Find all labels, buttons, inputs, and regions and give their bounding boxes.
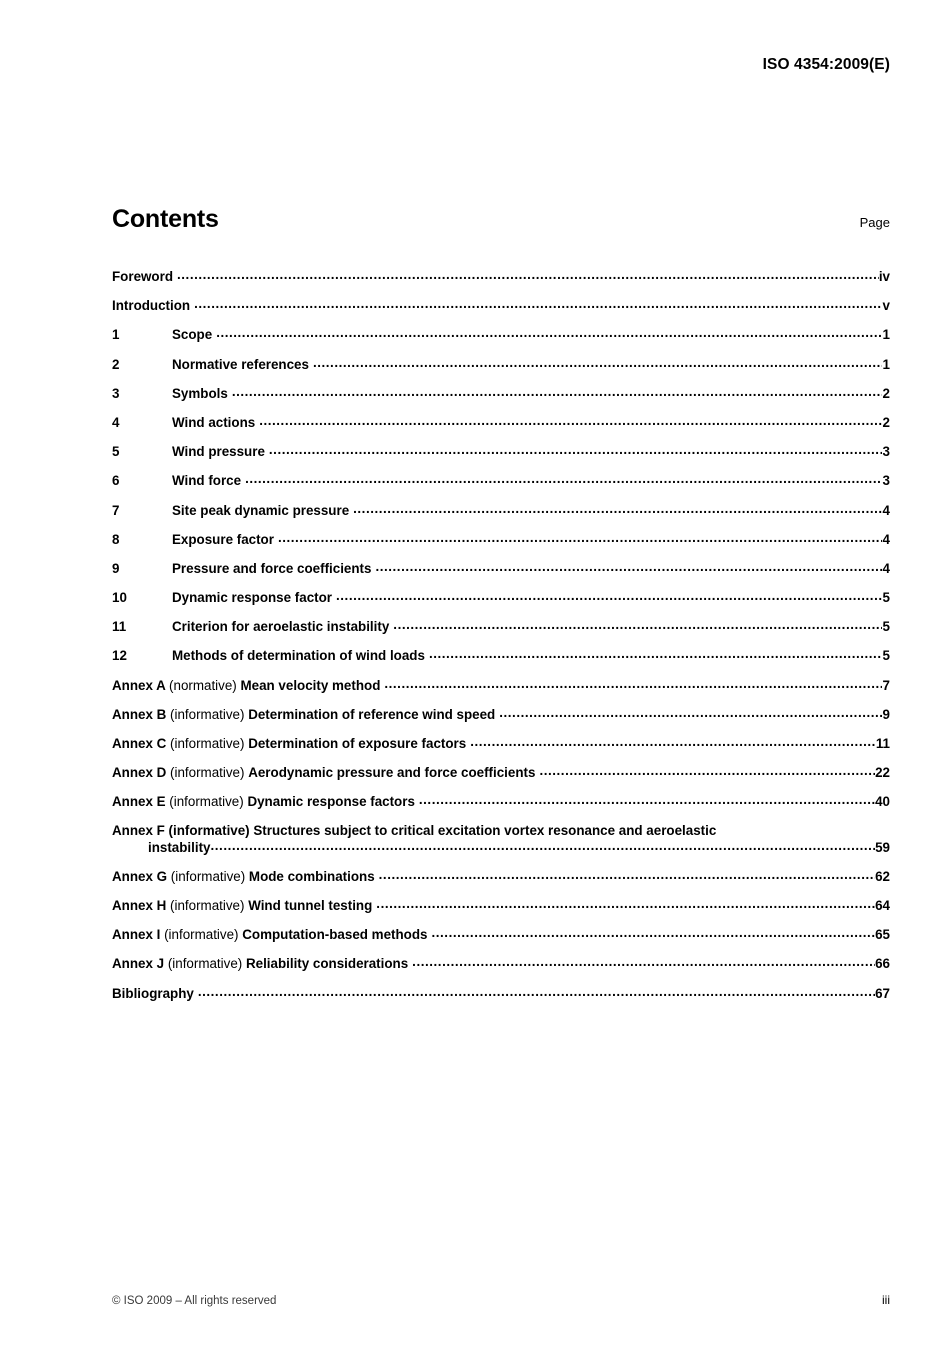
- toc-entry-title-continued: instability: [148, 839, 211, 855]
- toc-entry[interactable]: [112, 531, 890, 548]
- toc-annex-kind: (informative): [170, 868, 249, 884]
- toc-entry-title: Exposure factor: [172, 531, 274, 547]
- toc-page-number: v: [882, 298, 890, 314]
- toc-entry[interactable]: [112, 868, 890, 885]
- toc-entry-title: Dynamic response factors: [247, 794, 415, 810]
- toc-annex-label: Annex D: [112, 765, 171, 781]
- toc-entry[interactable]: [112, 414, 890, 431]
- leader-dots: [376, 897, 875, 910]
- toc-page-number: 62: [875, 868, 890, 884]
- toc-clause-number: 11: [112, 619, 127, 635]
- toc-entry-title: Determination of exposure factors: [248, 736, 467, 751]
- toc-entry[interactable]: [112, 823, 890, 856]
- toc-annex-kind: (informative): [164, 927, 243, 943]
- toc-annex-label: Annex F: [112, 822, 169, 838]
- toc-entry[interactable]: [112, 764, 890, 781]
- leader-dots: [194, 297, 882, 310]
- toc-annex-label: Annex J: [112, 956, 168, 972]
- page-folio: iii: [882, 1293, 890, 1307]
- toc-entry-title: Dynamic response factor: [172, 590, 333, 606]
- toc-clause-number: 7: [112, 502, 120, 518]
- toc-clause-number: 1: [112, 327, 120, 343]
- toc-annex-kind: (informative): [169, 794, 248, 810]
- toc-entry-title: Structures subject to critical excitation vortex resonance and aeroelastic: [253, 822, 717, 838]
- toc-entry-title: Determination of reference wind speed: [248, 706, 496, 722]
- toc-entry-label: [112, 927, 431, 943]
- toc-annex-label: Annex C: [112, 736, 171, 751]
- leader-dots: [379, 868, 875, 881]
- leader-dots: [419, 793, 875, 806]
- toc-annex-label: Annex A: [112, 677, 170, 693]
- table-of-contents: [112, 268, 890, 1014]
- toc-entry[interactable]: [112, 560, 890, 577]
- leader-dots: [336, 589, 882, 602]
- leader-dots: [412, 955, 875, 968]
- toc-entry[interactable]: [112, 618, 890, 635]
- leader-dots: [198, 985, 875, 998]
- toc-annex-kind: (informative): [168, 822, 254, 838]
- toc-page-number: 3: [882, 473, 890, 489]
- toc-entry-title: Scope: [172, 327, 213, 343]
- toc-entry-title: Reliability considerations: [245, 956, 409, 972]
- leader-dots: [375, 560, 882, 573]
- contents-title-row: [112, 205, 890, 234]
- toc-entry-line-continued: [112, 839, 890, 856]
- toc-entry[interactable]: [112, 677, 890, 694]
- toc-entry[interactable]: [112, 589, 890, 606]
- toc-annex-kind: (informative): [170, 897, 249, 913]
- toc-entry[interactable]: [112, 326, 890, 343]
- toc-page-number: 40: [875, 794, 890, 810]
- toc-entry-label: [112, 869, 379, 885]
- toc-clause-number: 3: [112, 385, 120, 401]
- toc-annex-label: Annex I: [112, 927, 165, 943]
- leader-dots: [353, 502, 882, 515]
- toc-entry-title: Wind force: [172, 473, 242, 489]
- leader-dots: [269, 443, 882, 456]
- toc-entry-title: Normative references: [172, 356, 309, 372]
- toc-entry-line-primary: [112, 823, 890, 839]
- toc-annex-label: Annex E: [112, 794, 170, 810]
- toc-entry[interactable]: [112, 955, 890, 972]
- toc-entry-title: Symbols: [172, 385, 228, 401]
- toc-entry[interactable]: [112, 735, 890, 752]
- toc-entry[interactable]: [112, 985, 890, 1002]
- leader-dots: [278, 531, 882, 544]
- leader-dots: [216, 326, 882, 339]
- toc-entry-title: Foreword: [112, 269, 174, 284]
- toc-page-number: 5: [882, 590, 890, 606]
- toc-annex-kind: (informative): [170, 736, 249, 751]
- toc-clause-number: 8: [112, 531, 120, 547]
- toc-entry[interactable]: [112, 793, 890, 810]
- toc-page-number: 5: [882, 619, 890, 635]
- toc-entry-title: Introduction: [112, 298, 191, 314]
- leader-dots: [211, 839, 876, 852]
- toc-entry[interactable]: [112, 897, 890, 914]
- toc-clause-number: 10: [112, 590, 127, 606]
- toc-page-number: 4: [882, 531, 890, 547]
- toc-entry-title: Computation-based methods: [242, 927, 428, 943]
- toc-page-number: 11: [875, 736, 890, 751]
- toc-entry-label: [112, 898, 376, 914]
- toc-clause-number: 2: [112, 356, 120, 372]
- toc-page-number: 7: [882, 677, 890, 693]
- toc-entry-title: Aerodynamic pressure and force coefficients: [248, 765, 536, 781]
- toc-entry-title: Methods of determination of wind loads: [172, 648, 425, 664]
- leader-dots: [232, 385, 882, 398]
- toc-page-number: 5: [882, 648, 890, 664]
- toc-entry-title: Bibliography: [112, 985, 194, 1001]
- copyright-notice: © ISO 2009 – All rights reserved: [112, 1295, 277, 1307]
- toc-entry-title: Wind tunnel testing: [248, 897, 373, 913]
- toc-page-number: 22: [875, 765, 890, 781]
- leader-dots: [431, 926, 875, 939]
- toc-clause-number: 6: [112, 473, 120, 489]
- page-column-label: Page: [859, 215, 890, 230]
- leader-dots: [539, 764, 875, 777]
- toc-entry-label: [112, 678, 384, 694]
- toc-page-number: 65: [875, 927, 890, 943]
- toc-entry[interactable]: [112, 443, 890, 460]
- toc-entry-label: [112, 736, 470, 752]
- toc-entry[interactable]: [112, 502, 890, 519]
- toc-entry[interactable]: [112, 647, 890, 664]
- toc-page-number: 1: [882, 327, 890, 343]
- leader-dots: [470, 735, 876, 748]
- leader-dots: [393, 618, 882, 631]
- document-footer: [112, 1293, 890, 1307]
- toc-entry-title: Site peak dynamic pressure: [172, 502, 350, 518]
- toc-entry-label: [112, 794, 419, 810]
- toc-page-number: 9: [882, 706, 890, 722]
- leader-dots: [499, 706, 882, 719]
- toc-entry[interactable]: [112, 385, 890, 402]
- leader-dots: [259, 414, 882, 427]
- toc-entry-title: Wind actions: [172, 414, 256, 430]
- toc-annex-label: Annex B: [112, 706, 171, 722]
- toc-annex-kind: (normative): [169, 677, 241, 693]
- toc-entry[interactable]: [112, 268, 890, 285]
- toc-entry[interactable]: [112, 356, 890, 373]
- toc-annex-label: Annex G: [112, 868, 171, 884]
- toc-entry-title: Mode combinations: [248, 868, 375, 884]
- leader-dots: [429, 647, 882, 660]
- toc-page-number: 67: [875, 985, 890, 1001]
- page-title: Contents: [112, 205, 219, 233]
- toc-page-number: 4: [882, 560, 890, 576]
- toc-page-number: 2: [882, 414, 890, 430]
- toc-page-number: iv: [878, 269, 890, 284]
- toc-entry-label: [112, 956, 412, 972]
- toc-page-number: 3: [882, 444, 890, 460]
- toc-entry-title: Criterion for aeroelastic instability: [172, 619, 390, 635]
- toc-clause-number: 9: [112, 560, 120, 576]
- toc-entry-title: Mean velocity method: [240, 677, 381, 693]
- toc-page-number: 4: [882, 502, 890, 518]
- toc-entry-label: [112, 707, 499, 723]
- toc-page-number: 2: [882, 385, 890, 401]
- leader-dots: [384, 677, 882, 690]
- toc-page-number: 66: [875, 956, 890, 972]
- toc-annex-kind: (informative): [170, 706, 249, 722]
- leader-dots: [177, 268, 879, 281]
- toc-clause-number: 12: [112, 648, 127, 664]
- toc-entry-title: Pressure and force coefficients: [172, 560, 372, 576]
- toc-annex-kind: (informative): [170, 765, 249, 781]
- toc-annex-kind: (informative): [167, 956, 246, 972]
- leader-dots: [245, 472, 882, 485]
- leader-dots: [313, 356, 882, 369]
- toc-entry[interactable]: [112, 297, 890, 314]
- toc-entry-title: Wind pressure: [172, 444, 265, 460]
- toc-page-number: 59: [875, 839, 890, 855]
- toc-page-number: 1: [882, 356, 890, 372]
- document-header-standard-ref: ISO 4354:2009(E): [762, 56, 890, 73]
- toc-clause-number: 4: [112, 414, 120, 430]
- toc-entry-label: [112, 765, 539, 781]
- toc-entry[interactable]: [112, 926, 890, 943]
- toc-annex-label: Annex H: [112, 897, 171, 913]
- toc-entry[interactable]: [112, 472, 890, 489]
- toc-page-number: 64: [875, 897, 890, 913]
- toc-entry[interactable]: [112, 706, 890, 723]
- toc-clause-number: 5: [112, 444, 120, 460]
